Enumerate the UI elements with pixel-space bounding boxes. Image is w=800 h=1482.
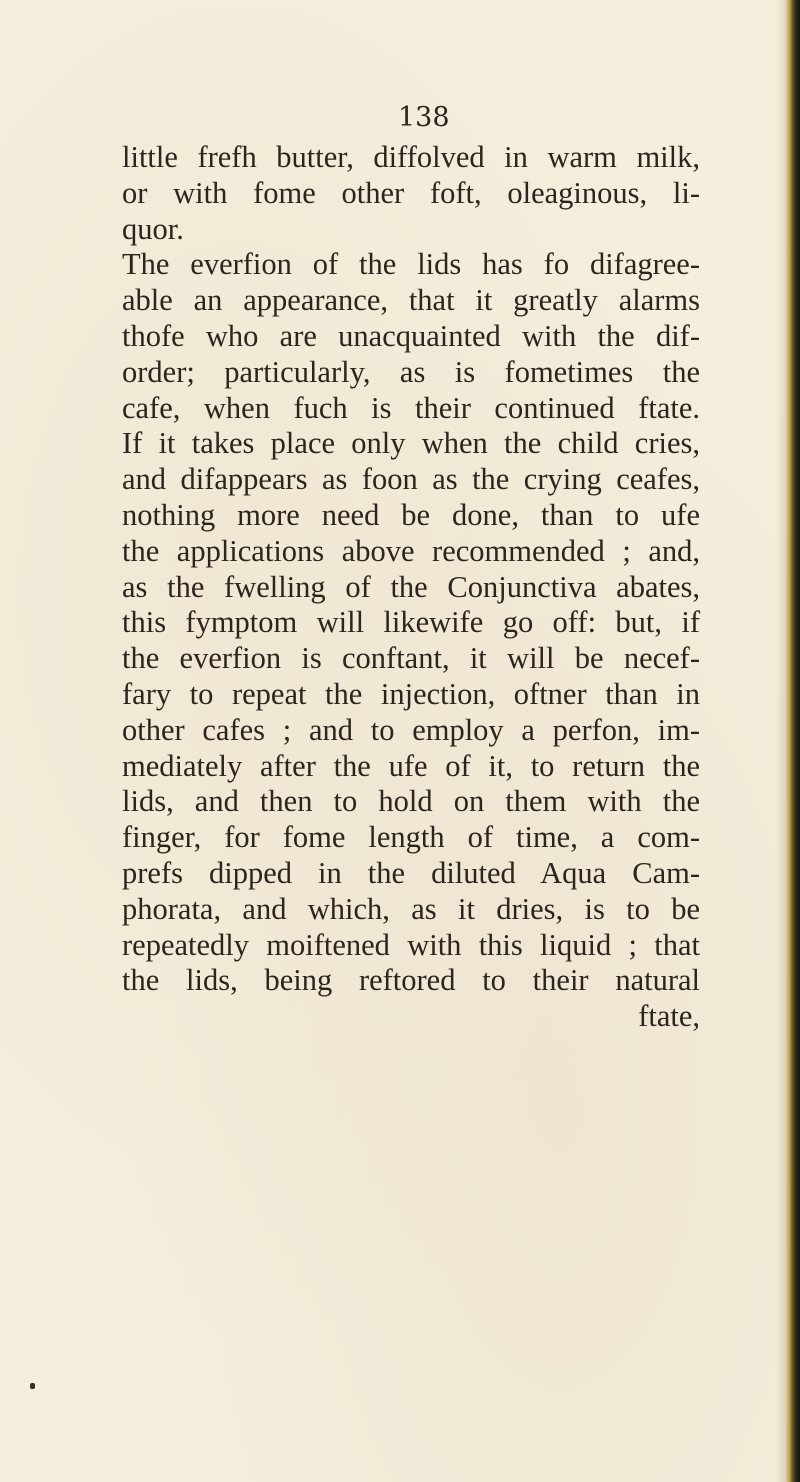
- text-line: thofe who are unacquainted with the dif-: [122, 318, 700, 353]
- text-line: or with fome other foft, oleaginous, li-: [122, 175, 700, 210]
- text-line: little frefh butter, diffolved in warm milk,: [122, 140, 700, 174]
- text-line: The everfion of the lids has fo difagree-: [122, 247, 700, 282]
- text-line: able an appearance, that it greatly alarms: [122, 283, 700, 318]
- text-line: the everfion is conftant, it will be necef-: [122, 641, 700, 676]
- text-line: the applications above recommended ; and,: [122, 533, 700, 568]
- text-line: finger, for fome length of time, a com-: [122, 820, 700, 855]
- page-edge: [786, 0, 800, 1482]
- catchword: ftate,: [638, 999, 700, 1034]
- text-line: other cafes ; and to employ a perfon, im-: [122, 712, 700, 747]
- text-line: quor.: [122, 211, 184, 246]
- text-line: this fymptom will likewife go off: but, if: [122, 605, 700, 640]
- text-line: fary to repeat the injection, oftner than in: [122, 676, 700, 711]
- text-line: lids, and then to hold on them with the: [122, 784, 700, 819]
- text-line: cafe, when fuch is their continued ftate.: [122, 390, 700, 425]
- page-gutter-shadow: [776, 0, 786, 1482]
- text-line: If it takes place only when the child cries,: [122, 426, 700, 461]
- body-text: [122, 140, 700, 1035]
- text-line: order; particularly, as is fometimes the: [122, 354, 700, 389]
- text-line: as the fwelling of the Conjunctiva abates,: [122, 569, 700, 604]
- text-line: the lids, being reftored to their natural: [122, 963, 700, 998]
- text-line: nothing more need be done, than to ufe: [122, 497, 700, 532]
- text-line: mediately after the ufe of it, to return the: [122, 748, 700, 783]
- text-line: phorata, and which, as it dries, is to be: [122, 891, 700, 926]
- text-line: and difappears as foon as the crying ceafes,: [122, 462, 700, 497]
- page-number: 138: [398, 102, 450, 133]
- text-line: repeatedly moiftened with this liquid ; that: [122, 927, 700, 962]
- text-line: prefs dipped in the diluted Aqua Cam-: [122, 855, 700, 890]
- ink-speck: [30, 1383, 35, 1389]
